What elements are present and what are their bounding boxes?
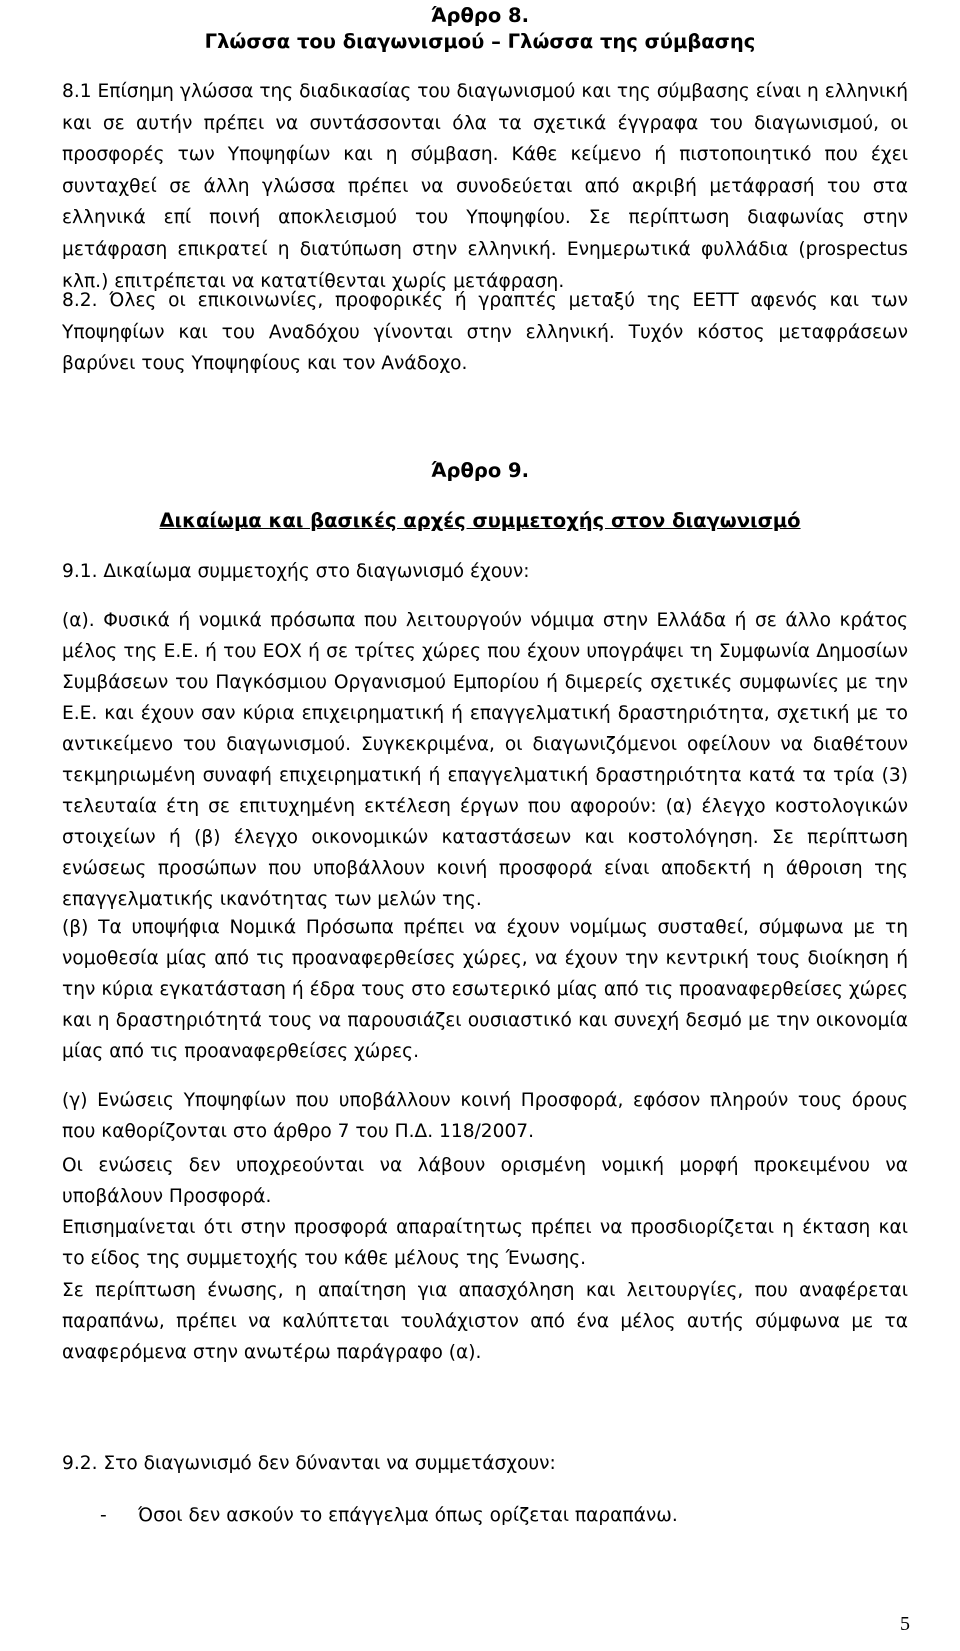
article-9-subtitle [0,509,960,533]
paragraph-9-1-b: (β) Τα υποψήφια Νομικά Πρόσωπα πρέπει να έχουν νομίμως συσταθεί, σύμφωνα με τη νομοθεσία μίας από τις προαναφερθείσες χώρες, να έχουν την κεντρική τους διοίκηση ή την κύρια εγκατάσταση ή έδρα τους στο εσωτερικό μίας από τις προαναφερθείσες χώρες και η δραστηριότητά τους να παρουσιάζει ουσιαστικό και συνεχή δεσμό με την οικονομία μίας από τις προαναφερθείσες χώρες. [62,917,908,1062]
paragraph-9-1-c: (γ) Ενώσεις Υποψηφίων που υποβάλλουν κοινή Προσφορά, εφόσον πληρούν τους όρους που καθορίζονται στο άρθρο 7 του Π.Δ. 118/2007. [62,1090,908,1142]
list-item: Όσοι δεν ασκούν το επάγγελμα όπως ορίζεται παραπάνω. [138,1505,678,1526]
paragraph-9-1-e: Επισημαίνεται ότι στην προσφορά απαραίτητως πρέπει να προσδιορίζεται η έκταση και το είδος της συμμετοχής του κάθε μέλους της Ένωσης. [62,1217,908,1269]
section-9-1-heading: 9.1. Δικαίωμα συμμετοχής στο διαγωνισμό έχουν: [62,561,530,582]
paragraph-9-1-f: Σε περίπτωση ένωσης, η απαίτηση για απασχόληση και λειτουργίες, που αναφέρεται παραπάνω, πρέπει να καλύπτεται τουλάχιστον από ένα μέλος αυτής σύμφωνα με τα αναφερόμενα στην ανωτέρω παράγραφο (α). [62,1280,908,1363]
article-8-subtitle: Γλώσσα του διαγωνισμού – Γλώσσα της σύμβασης [204,30,756,53]
paragraph-8-2: 8.2. Όλες οι επικοινωνίες, προφορικές ή γραπτές μεταξύ της ΕΕΤΤ αφενός και των Υποψηφίων και του Αναδόχου γίνονται στην ελληνική. Τυχόν κόστος μεταφράσεων βαρύνει τους Υποψηφίους και τον Ανάδοχο. [62,290,908,375]
subtitle-underlined-text: Δικαίωμα και βασικές αρχές συμμετοχής στον διαγωνισμό [159,509,801,532]
list-dash: - [100,1505,107,1526]
article-8-title: Άρθρο 8. [430,4,530,27]
page-number: 5 [900,1613,910,1635]
paragraph-9-1-d: Οι ενώσεις δεν υποχρεούνται να λάβουν ορισμένη νομική μορφή προκειμένου να υποβάλουν Προσφορά. [62,1155,908,1207]
article-9-title: Άρθρο 9. [430,459,530,482]
section-9-2-heading: 9.2. Στο διαγωνισμό δεν δύνανται να συμμετάσχουν: [62,1453,556,1474]
paragraph-9-1-a: (α). Φυσικά ή νομικά πρόσωπα που λειτουργούν νόμιμα στην Ελλάδα ή σε άλλο κράτος μέλος της Ε.Ε. ή του ΕΟΧ ή σε τρίτες χώρες που έχουν υπογράψει τη Συμφωνία Δημοσίων Συμβάσεων του Παγκόσμιου Οργανισμού Εμπορίου ή διμερείς σχετικές συμφωνίες με την Ε.Ε. και έχουν σαν κύρια επιχειρηματική ή επαγγελματική δραστηριότητα, σχετική με το αντικείμενο του διαγωνισμού. Συγκεκριμένα, οι διαγωνιζόμενοι οφείλουν να διαθέτουν τεκμηριωμένη συναφή επιχειρηματική ή επαγγελματική δραστηριότητα κατά τα τρία (3) τελευταία έτη σε επιτυχημένη εκτέλεση έργων που αφορούν: (α) έλεγχο κοστολογικών στοιχείων ή (β) έλεγχο οικονομικών καταστάσεων και κοστολόγηση. Σε περίπτωση ενώσεως προσώπων που υποβάλλουν κοινή προσφορά είναι αποδεκτή η άθροιση της επαγγελματικής ικανότητας των μελών της. [62,610,908,910]
paragraph-8-1: 8.1 Επίσημη γλώσσα της διαδικασίας του διαγωνισμού και της σύμβασης είναι η ελληνική και σε αυτήν πρέπει να συντάσσονται όλα τα σχετικά έγγραφα του διαγωνισμού, οι προσφορές των Υποψηφίων και η σύμβαση. Κάθε κείμενο ή πιστοποιητικό που έχει συνταχθεί σε άλλη γλώσσα πρέπει να συνοδεύεται από ακριβή μετάφρασή του στα ελληνικά επί ποινή αποκλεισμού του Υποψηφίου. Σε περίπτωση διαφωνίας στην μετάφραση επικρατεί η διατύπωση στην ελληνική. Ενημερωτικά φυλλάδια (prospectus κλπ.) επιτρέπεται να κατατίθενται χωρίς μετάφραση. [62,81,908,292]
